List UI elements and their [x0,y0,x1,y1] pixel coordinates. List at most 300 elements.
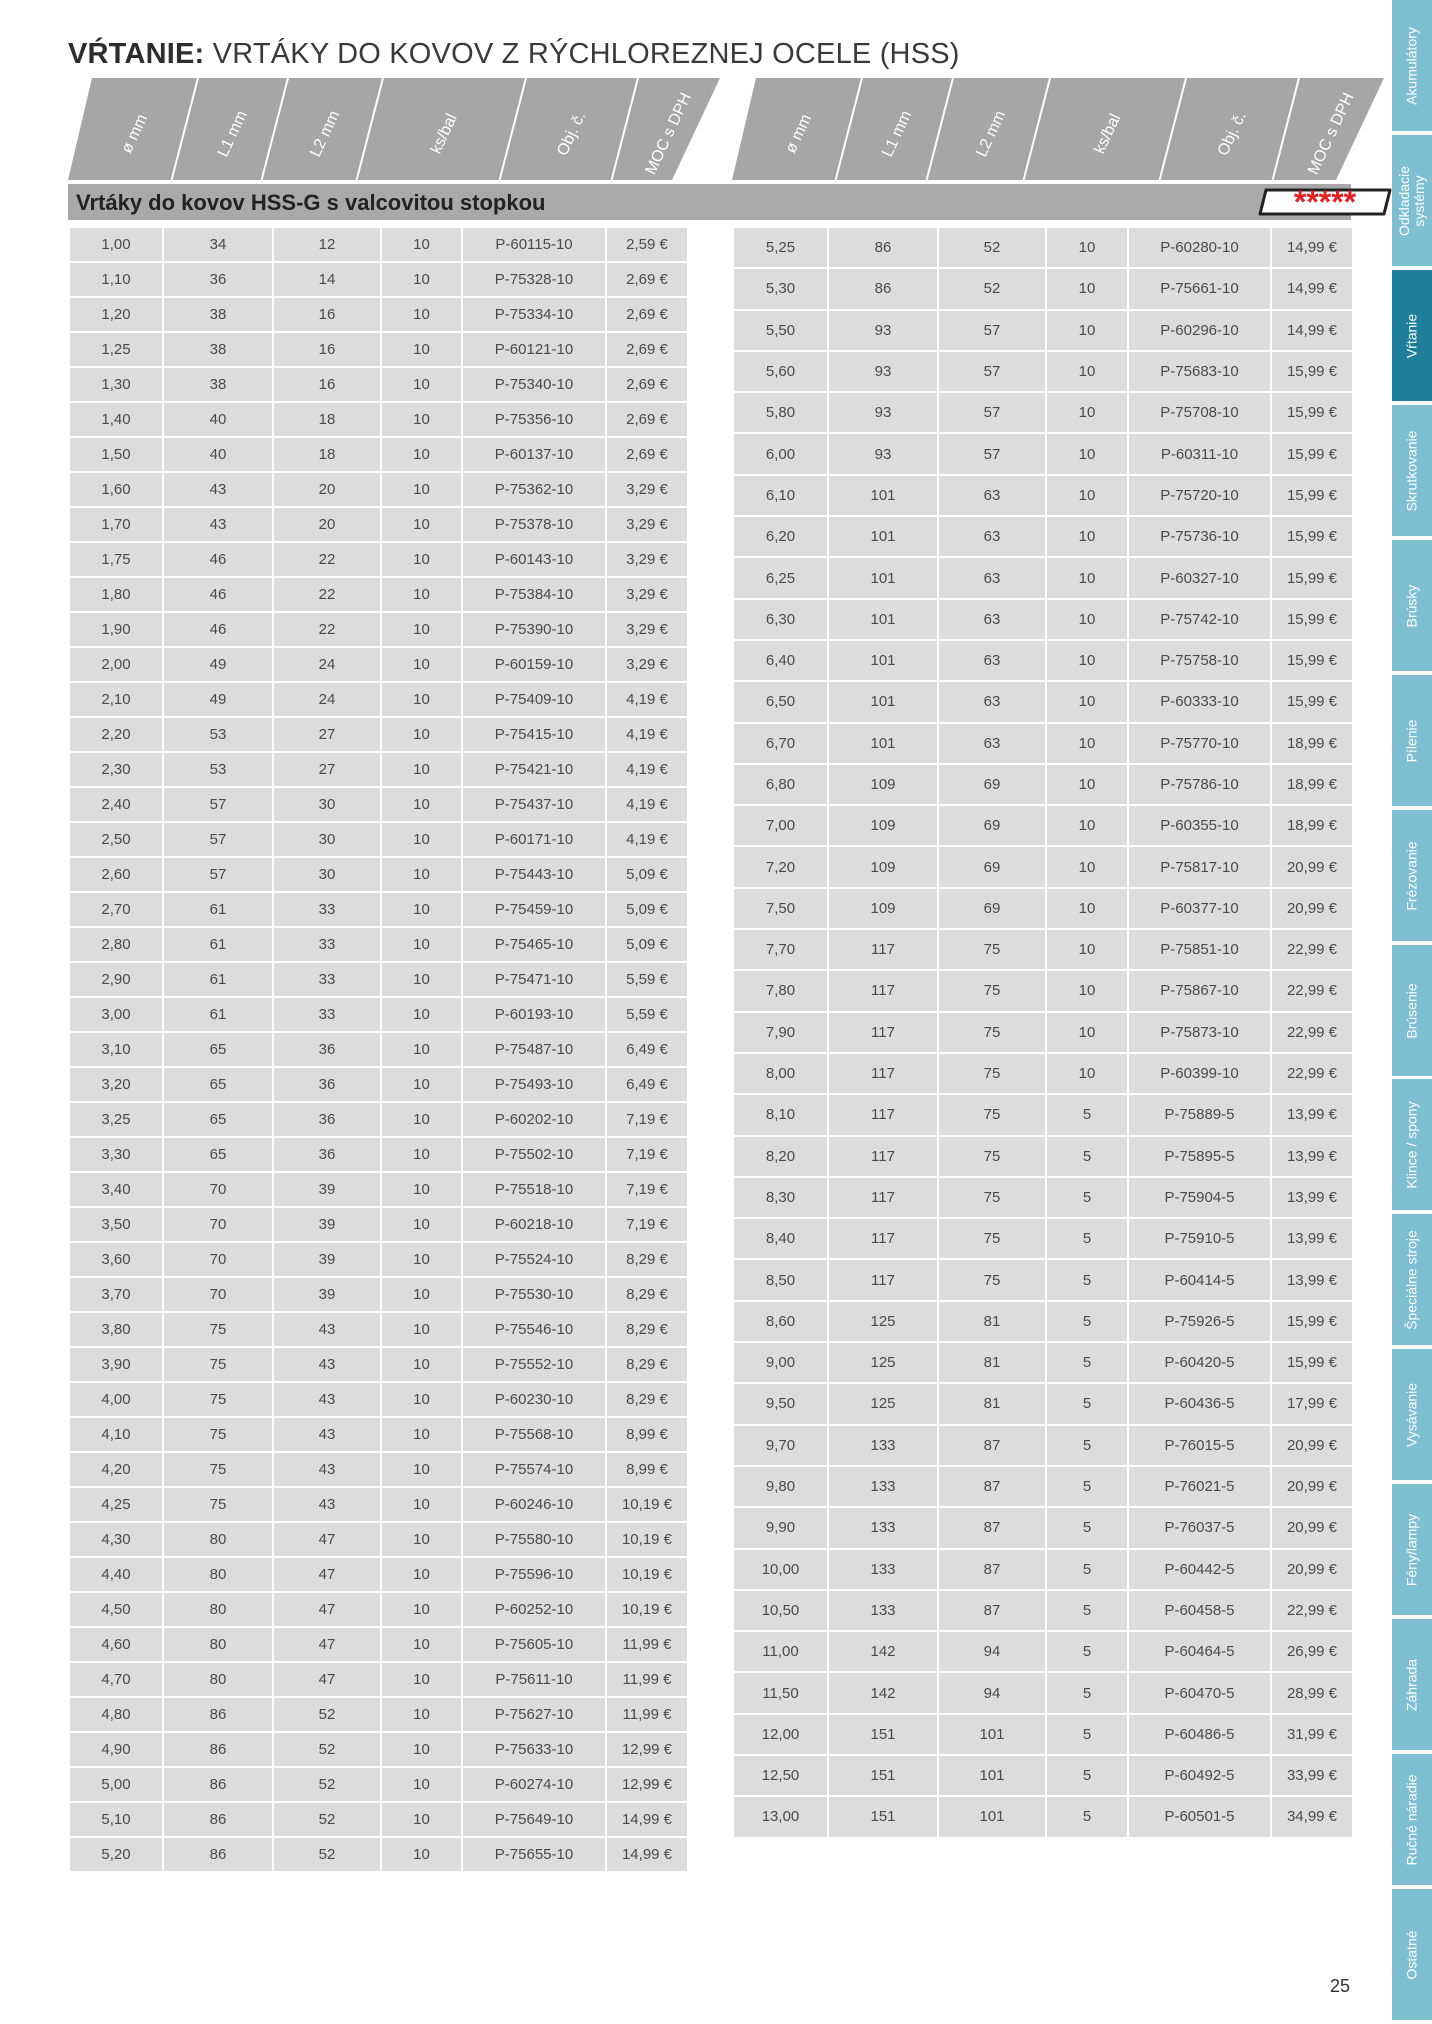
table-row [733,1259,1353,1300]
table-cell: 30 [273,857,381,892]
table-cell: P-60399-10 [1128,1053,1271,1094]
table-row [69,1802,688,1837]
table-cell: 34 [163,227,273,262]
table-cell: P-60280-10 [1128,227,1271,268]
table-cell: 10 [381,1277,462,1312]
table-cell: 5,10 [69,1802,163,1837]
table-cell: 43 [163,507,273,542]
table-cell: 28,99 € [1271,1672,1353,1713]
table-row [69,1592,688,1627]
table-row [733,1218,1353,1259]
table-cell: 12,50 [733,1755,828,1796]
table-cell: 63 [938,516,1046,557]
table-cell: P-75384-10 [462,577,606,612]
table-cell: 75 [938,1259,1046,1300]
table-cell: 10 [1046,805,1128,846]
side-tab-10[interactable] [1392,1214,1432,1345]
table-cell: 75 [163,1312,273,1347]
side-tab-11[interactable] [1392,1349,1432,1480]
table-row [69,1732,688,1767]
table-cell: 10 [381,262,462,297]
table-cell: 10 [381,1067,462,1102]
table-cell: 9,70 [733,1425,828,1466]
table-cell: 15,99 € [1271,1301,1353,1342]
table-cell: 57 [938,433,1046,474]
side-tab-8[interactable] [1392,945,1432,1076]
table-cell: 2,69 € [606,262,688,297]
table-row [733,351,1353,392]
table-cell: 86 [163,1837,273,1872]
table-cell: 1,25 [69,332,163,367]
table-cell: 49 [163,682,273,717]
table-cell: 10 [381,1242,462,1277]
table-cell: 101 [938,1796,1046,1837]
table-row [733,1466,1353,1507]
table-cell: 69 [938,888,1046,929]
table-cell: 22,99 € [1271,1590,1353,1631]
table-cell: 6,80 [733,764,828,805]
table-cell: 109 [828,805,938,846]
table-cell: 5 [1046,1631,1128,1672]
table-row [69,1137,688,1172]
table-cell: 10 [1046,846,1128,887]
table-cell: 5 [1046,1714,1128,1755]
table-row [733,846,1353,887]
table-cell: 87 [938,1507,1046,1548]
table-cell: 117 [828,1218,938,1259]
table-cell: P-75530-10 [462,1277,606,1312]
table-cell: P-75390-10 [462,612,606,647]
table-cell: 15,99 € [1271,475,1353,516]
table-cell: 75 [163,1382,273,1417]
table-cell: 20 [273,507,381,542]
table-cell: 10 [381,1417,462,1452]
side-tab-4[interactable] [1392,405,1432,536]
table-cell: P-75471-10 [462,962,606,997]
table-cell: 10 [1046,764,1128,805]
table-cell: 10 [1046,599,1128,640]
table-cell: 52 [938,268,1046,309]
table-cell: 12,00 [733,1714,828,1755]
table-cell: 5 [1046,1755,1128,1796]
table-cell: 2,10 [69,682,163,717]
table-cell: 4,20 [69,1452,163,1487]
table-cell: 10 [381,647,462,682]
table-cell: 13,00 [733,1796,828,1837]
table-cell: 36 [273,1137,381,1172]
table-row [69,1767,688,1802]
table-cell: 80 [163,1522,273,1557]
table-cell: 8,99 € [606,1417,688,1452]
table-cell: 33 [273,962,381,997]
table-row [733,929,1353,970]
table-cell: 61 [163,927,273,962]
table-cell: 8,29 € [606,1312,688,1347]
table-cell: 52 [273,1802,381,1837]
table-cell: 5 [1046,1136,1128,1177]
side-tab-label: Frézovanie [1403,840,1420,911]
table-cell: 4,40 [69,1557,163,1592]
table-cell: P-76015-5 [1128,1425,1271,1466]
table-cell: P-75649-10 [462,1802,606,1837]
table-cell: P-60115-10 [462,227,606,262]
side-tab-1[interactable] [1392,0,1432,131]
table-row [733,1672,1353,1713]
table-cell: P-75518-10 [462,1172,606,1207]
table-cell: 117 [828,1012,938,1053]
table-cell: 52 [273,1732,381,1767]
table-row [733,599,1353,640]
table-cell: 33,99 € [1271,1755,1353,1796]
table-cell: 5 [1046,1507,1128,1548]
table-row [69,1452,688,1487]
table-cell: 8,29 € [606,1277,688,1312]
table-cell: 8,29 € [606,1242,688,1277]
table-cell: P-60246-10 [462,1487,606,1522]
table-cell: 8,29 € [606,1382,688,1417]
table-cell: 17,99 € [1271,1383,1353,1424]
table-cell: P-75889-5 [1128,1094,1271,1135]
table-cell: P-75421-10 [462,752,606,787]
table-cell: P-75926-5 [1128,1301,1271,1342]
table-cell: 10 [1046,310,1128,351]
table-row [69,367,688,402]
table-cell: 10 [381,227,462,262]
table-cell: P-60420-5 [1128,1342,1271,1383]
table-cell: P-75720-10 [1128,475,1271,516]
table-cell: 9,00 [733,1342,828,1383]
table-cell: 10 [381,892,462,927]
table-cell: 47 [273,1557,381,1592]
table-cell: 3,50 [69,1207,163,1242]
table-row [733,681,1353,722]
table-cell: 13,99 € [1271,1177,1353,1218]
side-tab-9[interactable] [1392,1079,1432,1210]
table-cell: 63 [938,599,1046,640]
table-row [733,1590,1353,1631]
table-cell: 10 [381,1802,462,1837]
table-cell: 5,09 € [606,892,688,927]
table-cell: 6,49 € [606,1067,688,1102]
table-cell: 10,19 € [606,1522,688,1557]
table-cell: 109 [828,764,938,805]
table-cell: 1,10 [69,262,163,297]
table-cell: 80 [163,1662,273,1697]
table-cell: 7,19 € [606,1172,688,1207]
table-cell: 4,19 € [606,717,688,752]
table-cell: 86 [163,1767,273,1802]
table-cell: 101 [938,1714,1046,1755]
table-cell: 81 [938,1383,1046,1424]
side-tab-2[interactable] [1392,135,1432,266]
table-cell: 15,99 € [1271,433,1353,474]
table-cell: 10 [381,752,462,787]
table-cell: 2,40 [69,787,163,822]
table-cell: 2,69 € [606,402,688,437]
table-cell: P-75340-10 [462,367,606,402]
table-cell: 65 [163,1137,273,1172]
table-cell: 10 [1046,516,1128,557]
table-row [733,310,1353,351]
table-cell: 117 [828,1053,938,1094]
table-cell: P-60436-5 [1128,1383,1271,1424]
table-cell: 75 [938,1136,1046,1177]
table-cell: 1,90 [69,612,163,647]
table-cell: P-60464-5 [1128,1631,1271,1672]
table-cell: 125 [828,1383,938,1424]
table-cell: 6,10 [733,475,828,516]
table-cell: P-60274-10 [462,1767,606,1802]
column-header-left-0: ø mm [118,111,152,157]
table-cell: 22 [273,612,381,647]
table-cell: 10 [381,682,462,717]
table-cell: 70 [163,1172,273,1207]
table-cell: 18 [273,437,381,472]
table-cell: 75 [163,1347,273,1382]
table-cell: 10 [381,402,462,437]
table-cell: 87 [938,1466,1046,1507]
table-cell: 101 [938,1755,1046,1796]
table-cell: 75 [938,1053,1046,1094]
table-cell: P-60252-10 [462,1592,606,1627]
side-tab-label: Akumulátory [1403,26,1420,105]
table-cell: 3,29 € [606,647,688,682]
table-cell: 10 [381,1837,462,1872]
table-cell: 8,60 [733,1301,828,1342]
table-cell: 9,90 [733,1507,828,1548]
table-cell: P-75334-10 [462,297,606,332]
table-cell: P-75627-10 [462,1697,606,1732]
section-header [68,184,1357,220]
table-cell: 10 [381,717,462,752]
table-row [69,1207,688,1242]
table-row [733,640,1353,681]
table-cell: 4,19 € [606,752,688,787]
table-cell: 61 [163,962,273,997]
table-cell: 3,29 € [606,542,688,577]
table-cell: 3,30 [69,1137,163,1172]
table-row [69,1697,688,1732]
table-row [69,927,688,962]
table-cell: P-60442-5 [1128,1549,1271,1590]
column-header-right-5: MOC s DPH [1304,90,1358,178]
side-tab-label: Pílenie [1403,719,1420,762]
table-cell: 5,30 [733,268,828,309]
table-cell: 63 [938,557,1046,598]
table-cell: P-75611-10 [462,1662,606,1697]
table-cell: 20,99 € [1271,1507,1353,1548]
table-cell: 70 [163,1207,273,1242]
table-cell: 15,99 € [1271,599,1353,640]
table-cell: 30 [273,822,381,857]
table-cell: 10 [381,332,462,367]
table-cell: 14,99 € [1271,227,1353,268]
table-cell: 36 [273,1102,381,1137]
table-cell: 133 [828,1466,938,1507]
table-cell: 125 [828,1342,938,1383]
table-cell: P-75459-10 [462,892,606,927]
table-cell: 94 [938,1631,1046,1672]
table-row [69,752,688,787]
table-row [69,1522,688,1557]
table-cell: 5 [1046,1259,1128,1300]
side-tab-label: Brúsky [1403,584,1420,627]
table-cell: 20,99 € [1271,1466,1353,1507]
table-cell: 5,09 € [606,927,688,962]
table-row [69,1172,688,1207]
table-cell: P-60414-5 [1128,1259,1271,1300]
table-cell: 26,99 € [1271,1631,1353,1672]
table-cell: 3,00 [69,997,163,1032]
table-cell: 7,70 [733,929,828,970]
table-cell: 13,99 € [1271,1259,1353,1300]
table-cell: 20 [273,472,381,507]
table-cell: 10 [381,1627,462,1662]
table-cell: 38 [163,367,273,402]
table-cell: 93 [828,351,938,392]
column-header-right-1: L1 mm [879,108,916,160]
table-cell: 6,20 [733,516,828,557]
table-cell: 3,29 € [606,507,688,542]
table-cell: 11,50 [733,1672,828,1713]
table-cell: 10 [381,612,462,647]
table-cell: 75 [938,970,1046,1011]
table-cell: P-75596-10 [462,1557,606,1592]
table-cell: 10 [1046,1053,1128,1094]
side-tab-label: Skrutkovanie [1403,430,1420,511]
table-cell: 81 [938,1342,1046,1383]
table-cell: 43 [163,472,273,507]
table-cell: 47 [273,1662,381,1697]
table-cell: 65 [163,1067,273,1102]
table-cell: 101 [828,599,938,640]
table-cell: 15,99 € [1271,1342,1353,1383]
side-tab-5[interactable] [1392,540,1432,671]
table-cell: 20,99 € [1271,846,1353,887]
side-tab-13[interactable] [1392,1619,1432,1750]
table-cell: 22,99 € [1271,970,1353,1011]
table-cell: 10 [381,297,462,332]
table-cell: 15,99 € [1271,640,1353,681]
table-row [733,1549,1353,1590]
table-cell: 3,60 [69,1242,163,1277]
table-cell: 4,90 [69,1732,163,1767]
table-cell: P-60202-10 [462,1102,606,1137]
table-cell: 86 [163,1802,273,1837]
table-cell: 46 [163,577,273,612]
table-cell: P-75605-10 [462,1627,606,1662]
side-tab-3[interactable] [1392,270,1432,401]
table-row [69,1067,688,1102]
table-cell: 47 [273,1522,381,1557]
table-cell: 46 [163,542,273,577]
table-cell: 2,20 [69,717,163,752]
table-cell: P-60470-5 [1128,1672,1271,1713]
table-cell: 57 [938,392,1046,433]
table-cell: 24 [273,682,381,717]
table-cell: 86 [163,1732,273,1767]
table-cell: 57 [938,310,1046,351]
table-cell: 52 [273,1697,381,1732]
table-row [69,472,688,507]
table-cell: 14,99 € [606,1802,688,1837]
table-cell: P-60333-10 [1128,681,1271,722]
side-tab-7[interactable] [1392,810,1432,941]
side-tab-label: Fény/lampy [1403,1513,1420,1586]
column-header-left-2: L2 mm [307,108,344,160]
table-cell: 5,60 [733,351,828,392]
table-cell: 2,59 € [606,227,688,262]
side-tab-label: Brúsenie [1403,982,1420,1039]
table-cell: 8,00 [733,1053,828,1094]
table-cell: 12 [273,227,381,262]
table-cell: 33 [273,892,381,927]
table-row [69,962,688,997]
table-cell: 5,00 [69,1767,163,1802]
product-table-right [732,226,1354,1839]
table-cell: 14,99 € [1271,310,1353,351]
table-cell: 93 [828,433,938,474]
table-cell: 80 [163,1557,273,1592]
table-cell: 8,99 € [606,1452,688,1487]
table-cell: 7,00 [733,805,828,846]
side-tab-label: Vysávanie [1403,1382,1420,1447]
table-cell: 61 [163,997,273,1032]
table-cell: 38 [163,332,273,367]
table-cell: P-60218-10 [462,1207,606,1242]
side-tab-15[interactable] [1392,1889,1432,2020]
table-cell: 4,70 [69,1662,163,1697]
table-cell: 10 [1046,929,1128,970]
table-cell: 3,40 [69,1172,163,1207]
table-cell: 4,60 [69,1627,163,1662]
table-cell: P-75328-10 [462,262,606,297]
table-cell: 22,99 € [1271,1012,1353,1053]
table-cell: 30 [273,787,381,822]
table-cell: 5,59 € [606,962,688,997]
table-row [733,805,1353,846]
table-cell: 52 [938,227,1046,268]
table-row [69,297,688,332]
table-cell: 10 [381,1522,462,1557]
table-cell: 5 [1046,1549,1128,1590]
side-tab-12[interactable] [1392,1484,1432,1615]
table-cell: 10 [1046,970,1128,1011]
table-cell: 5,50 [733,310,828,351]
table-cell: 10 [381,927,462,962]
table-cell: P-60143-10 [462,542,606,577]
side-tab-14[interactable] [1392,1754,1432,1885]
table-cell: P-60486-5 [1128,1714,1271,1755]
side-tab-6[interactable] [1392,675,1432,806]
table-cell: 65 [163,1102,273,1137]
table-cell: 18,99 € [1271,723,1353,764]
table-cell: 117 [828,929,938,970]
table-cell: 43 [273,1452,381,1487]
table-cell: 1,20 [69,297,163,332]
table-cell: 40 [163,437,273,472]
table-row [733,557,1353,598]
table-cell: 10,19 € [606,1487,688,1522]
page-title-rest: VRTÁKY DO KOVOV Z RÝCHLOREZNEJ OCELE (HSS) [212,38,960,70]
table-cell: P-60355-10 [1128,805,1271,846]
product-table-left [68,226,689,1873]
table-row [69,437,688,472]
table-row [69,577,688,612]
table-cell: 69 [938,805,1046,846]
table-cell: 6,25 [733,557,828,598]
table-cell: P-60193-10 [462,997,606,1032]
